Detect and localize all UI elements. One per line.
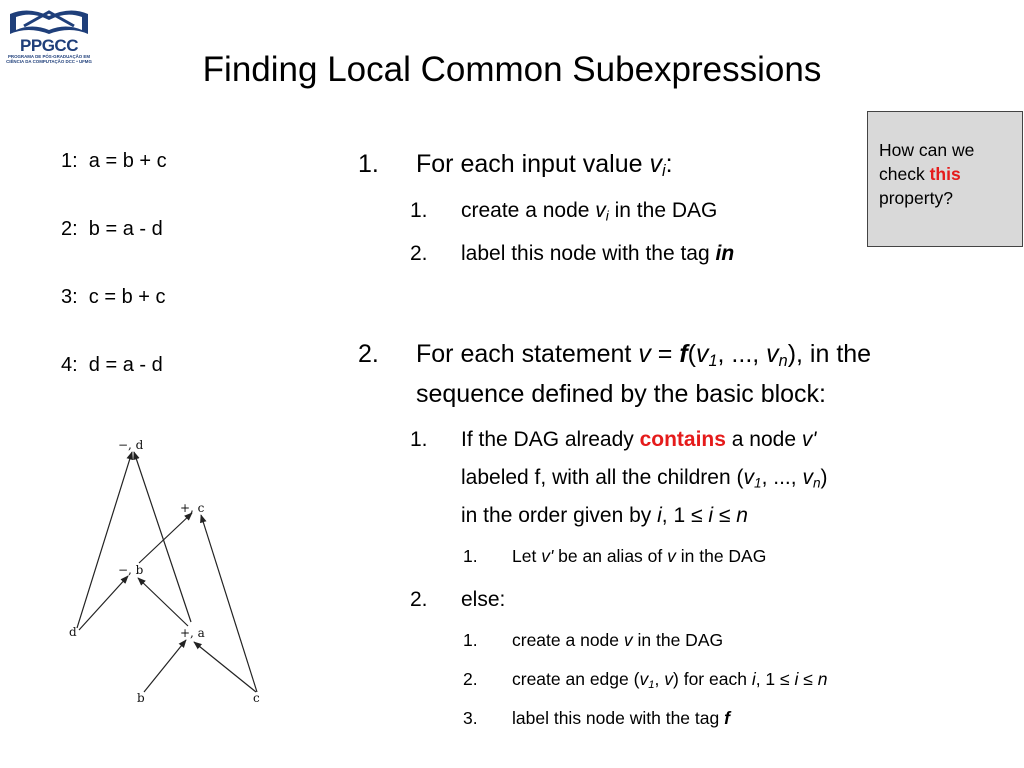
step-2-2-3-number: 3. — [463, 708, 478, 728]
step-2-1-line-3: in the order given by i, 1 ≤ i ≤ n — [461, 504, 748, 527]
callout-box — [867, 111, 1023, 247]
step-2-1-1-number: 1. — [463, 546, 478, 566]
step-2-2-2-text: create an edge ($v_1$, v) for each i, 1 ≤ i ≤ n — [512, 669, 828, 691]
dag-node-d: d — [69, 625, 77, 639]
edge-plus-a-to-minus-d — [134, 452, 191, 622]
edge-plus-a-to-minus-b — [138, 578, 188, 626]
step-2-2-1-text: create a node v in the DAG — [512, 630, 724, 650]
dag-diagram — [60, 430, 280, 720]
logo-subtitle: PROGRAMA DE PÓS-GRADUAÇÃO EM CIÊNCIA DA COMPUTAÇÃO DCC • UFMG — [6, 54, 92, 64]
logo-text: PPGCC — [20, 36, 78, 55]
step-2-1-number: 1. — [410, 428, 428, 451]
edge-minus-b-to-plus-c — [139, 513, 192, 563]
slide-title: Finding Local Common Subexpressions — [202, 50, 822, 89]
step-2-1-1-text: Let v' be an alias of v in the DAG — [512, 546, 767, 566]
step-2-number: 2. — [358, 340, 379, 368]
step-2-2-text: else: — [461, 588, 506, 611]
dag-node-plus-a: +, a — [180, 626, 205, 640]
step-2-2-3-text: label this node with the tag f — [512, 708, 730, 728]
step-2-2-1-number: 1. — [463, 630, 478, 650]
code-line-3: 3: c = b + c — [61, 286, 166, 308]
edge-c-to-plus-a — [194, 642, 256, 692]
dag-node-c: c — [253, 691, 260, 705]
step-1-1-text: create a node $v_i$ in the DAG — [461, 199, 718, 224]
step-1-text: For each input value $v_i$: — [416, 150, 673, 181]
callout-text-after: property? — [879, 188, 953, 208]
dag-node-minus-b: −, b — [118, 563, 144, 577]
dag-node-minus-d: −, d — [118, 438, 144, 452]
step-2-line-1: For each statement $v = f(v_1$, ..., $v_n$), in the — [416, 340, 872, 371]
code-line-2: 2: b = a - d — [61, 218, 163, 240]
step-2-1-line-2: labeled f, with all the children ($v_1$, ..., $v_n$) — [461, 466, 828, 491]
step-1-1-number: 1. — [410, 199, 428, 222]
step-1-2-number: 2. — [410, 242, 428, 265]
edge-c-to-plus-c — [201, 515, 257, 692]
step-2-1-line-1: If the DAG already contains a node v' — [461, 428, 817, 451]
edge-b-to-plus-a — [144, 640, 186, 692]
step-2-2-number: 2. — [410, 588, 428, 611]
step-2-2-2-number: 2. — [463, 669, 478, 689]
step-1-number: 1. — [358, 150, 379, 178]
edge-d-to-minus-b — [79, 576, 128, 630]
callout-highlight: this — [929, 164, 961, 184]
code-line-4: 4: d = a - d — [61, 354, 163, 376]
dag-node-plus-c: +, c — [180, 501, 205, 515]
callout-text-before: How can we check — [879, 140, 975, 184]
step-1-2-text: label this node with the tag in — [461, 242, 735, 265]
code-line-1: 1: a = b + c — [61, 150, 167, 172]
logo-emblem-icon — [6, 4, 92, 38]
dag-node-b: b — [137, 691, 145, 705]
step-2-line-2: sequence defined by the basic block: — [416, 380, 826, 408]
